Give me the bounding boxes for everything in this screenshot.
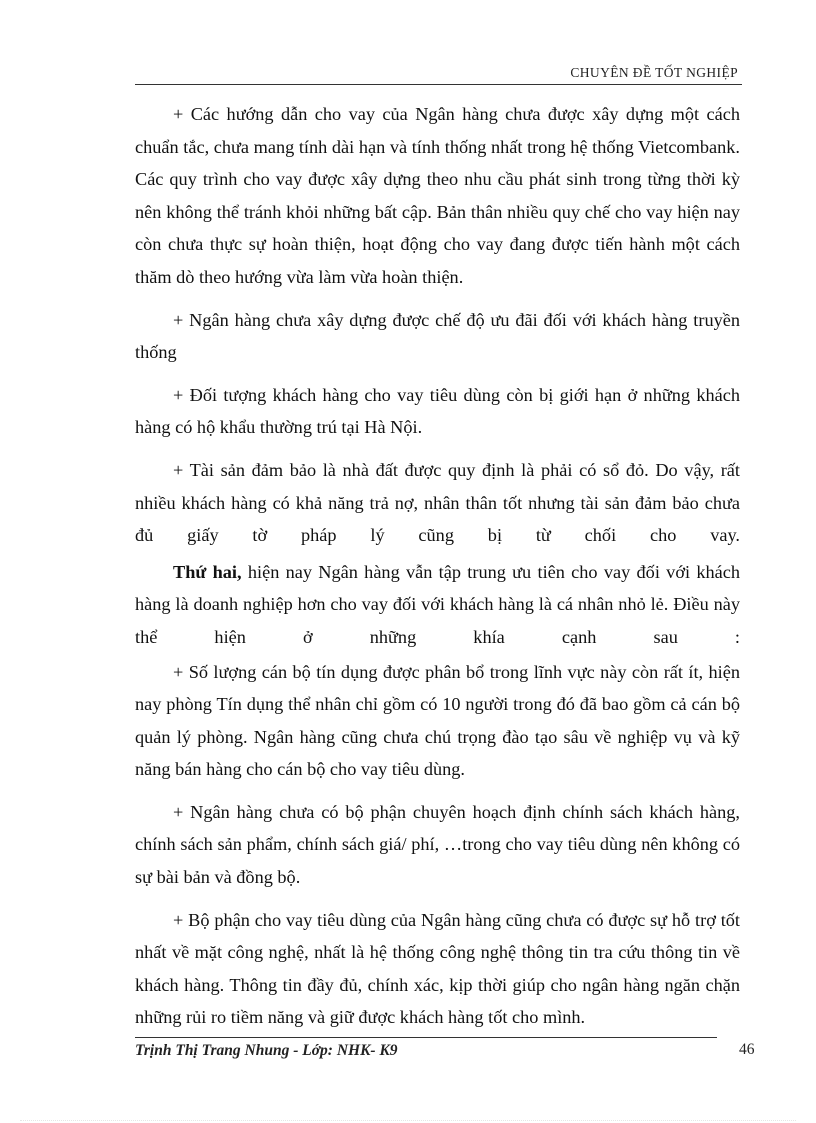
- paragraph-second-point: Thứ hai, hiện nay Ngân hàng vẫn tập trung ưu tiên cho vay đối với khách hàng là doanh nghiệp hơn cho vay đối với khách hàng là cá nhân nhỏ lẻ. Điều này thể hiện ở những khía cạnh sau :: [135, 561, 740, 647]
- footer-divider: [135, 1037, 717, 1038]
- paragraph-customer-limit: + Đối tượng khách hàng cho vay tiêu dùng còn bị giới hạn ở những khách hàng có hộ khẩu thường trú tại Hà Nội.: [135, 384, 740, 438]
- paragraph-policy-planning: + Ngân hàng chưa có bộ phận chuyên hoạch định chính sách khách hàng, chính sách sản phẩm, chính sách giá/ phí, …trong cho vay tiêu dùng nên không có sự bài bản và đồng bộ.: [135, 801, 740, 888]
- paragraph-lead: Thứ hai,: [173, 561, 242, 582]
- footer-author: Trịnh Thị Trang Nhung - Lớp: NHK- K9: [135, 1042, 398, 1059]
- paragraph-preferential-policy: + Ngân hàng chưa xây dựng được chế độ ưu đãi đối với khách hàng truyền thống: [135, 309, 740, 363]
- header-title: CHUYÊN ĐỀ TỐT NGHIỆP: [570, 65, 738, 80]
- body-text: [135, 98, 740, 1044]
- paragraph-collateral: + Tài sản đảm bảo là nhà đất được quy định là phải có sổ đỏ. Do vậy, rất nhiều khách hàng có khả năng trả nợ, nhân thân tốt nhưng tài sản đảm bảo chưa đủ giấy tờ pháp lý cũng bị từ chối cho vay.: [135, 459, 740, 546]
- page-bottom-border: [20, 1120, 796, 1121]
- paragraph-staffing: + Số lượng cán bộ tín dụng được phân bổ trong lĩnh vực này còn rất ít, hiện nay phòng Tín dụng thể nhân chỉ gồm có 10 người trong đó đã bao gồm cả cán bộ quản lý phòng. Ngân hàng cũng chưa chú trọng đào tạo sâu về nghiệp vụ và kỹ năng bán hàng cho cán bộ cho vay tiêu dùng.: [135, 661, 740, 780]
- paragraph-technology: + Bộ phận cho vay tiêu dùng của Ngân hàng cũng chưa có được sự hỗ trợ tốt nhất về mặt công nghệ, nhất là hệ thống công nghệ thông tin tra cứu thông tin về khách hàng. Thông tin đầy đủ, chính xác, kịp thời giúp cho ngân hàng ngăn chặn những rủi ro tiềm năng và giữ được khách hàng tốt cho mình.: [135, 909, 740, 1028]
- paragraph-guidelines: + Các hướng dẫn cho vay của Ngân hàng chưa được xây dựng một cách chuẩn tắc, chưa mang tính dài hạn và tính thống nhất trong hệ thống Vietcombank. Các quy trình cho vay được xây dựng theo nhu cầu phát sinh trong từng thời kỳ nên không thể tránh khỏi những bất cập. Bản thân nhiều quy chế cho vay hiện nay còn chưa thực sự hoàn thiện, hoạt động cho vay đang được tiến hành một cách thăm dò theo hướng vừa làm vừa hoàn thiện.: [135, 104, 740, 287]
- page-header: [135, 62, 742, 85]
- page-number: 46: [739, 1041, 755, 1058]
